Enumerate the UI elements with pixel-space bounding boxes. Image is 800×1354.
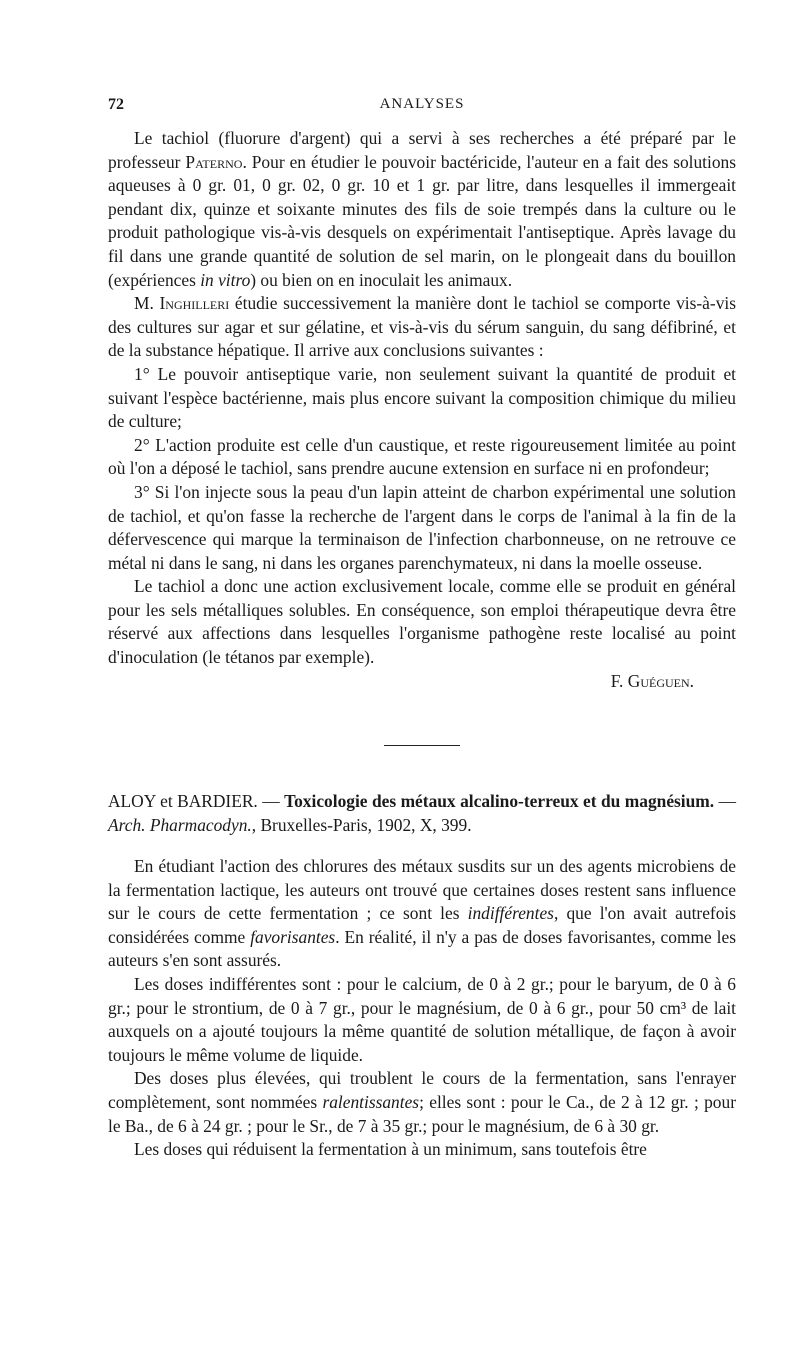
running-title: ANALYSES — [379, 96, 465, 112]
article-title: ALOY et BARDIER. — Toxicologie des métaux alcalino-terreux et du magnésium. — Arch. Pharmacodyn., Bruxelles-Paris, 1902, X, 399. — [108, 791, 736, 835]
paragraph: Le tachiol (fluorure d'argent) qui a servi à ses recherches a été préparé par le professeur Paterno. Pour en étudier le pouvoir bactéricide, l'auteur en a fait des solutions aqueuses à 0 gr. 01, 0 gr. 02, 0 gr. 10 et 1 gr. par litre, dans lesquelles il immergeait pendant dix, quinze et soixante minutes des fils de soie trempés dans la culture ou le produit pathologique vis-à-vis desquels on expérimentait l'antiseptique. Après lavage du fil dans une grande quantité de solution de sel marin, on le plongeait dans du bouillon (expériences in vitro) ou bien on en inoculait les animaux. — [108, 128, 737, 290]
article-tachiol — [108, 127, 736, 693]
signature: F. Guéguen. — [610, 670, 694, 691]
page-header — [108, 96, 736, 122]
article-authors: ALOY et BARDIER. — [108, 791, 258, 811]
conclusion-3: 3° Si l'on injecte sous la peau d'un lapin atteint de charbon expérimental une solution de tachiol, et qu'on fasse la recherche de l'argent dans le corps de l'animal à la fin de la défervescence qui marque la terminaison de l'infection charbonneuse, on ne retrouve ce métal ni dans le sang, ni dans les organes parenchymateux, ni dans la moelle osseuse. — [108, 481, 736, 573]
conclusion-1: 1° Le pouvoir antiseptique varie, non seulement suivant la quantité de produit et suivant l'espèce bactérienne, mais plus encore suivant la composition chimique du milieu de culture; — [108, 363, 736, 432]
section-divider — [384, 745, 460, 746]
author-name: Paterno — [185, 151, 243, 172]
paragraph: Des doses plus élevées, qui troublent le cours de la fermentation, sans l'enrayer complètement, sont nommées ralentissantes; elles sont : pour le Ca., de 2 à 12 gr. ; pour le Ba., de 6 à 24 gr. ; pour le Sr., de 7 à 35 gr.; pour le magnésium, de 6 à 30 gr. — [108, 1068, 736, 1136]
paragraph: Les doses indifférentes sont : pour le calcium, de 0 à 2 gr.; pour le baryum, de 0 à 6 gr.; pour le strontium, de 0 à 7 gr., pour le magnésium, de 0 à 6 gr., pour 50 cm³ de lait auxquels on a ajouté toujours la même quantité de solution métallique, de façon à avoir toujours le même volume de liquide. — [108, 973, 736, 1065]
paragraph: En étudiant l'action des chlorures des métaux susdits sur un des agents microbiens de la fermentation lactique, les auteurs ont trouvé que certaines doses restent sans influence sur le cours de cette fermentation ; ce sont les indifférentes, que l'on avait autrefois considérées comme favorisantes. En réalité, il n'y a pas de doses favorisantes, comme les auteurs s'en sont assurés. — [108, 856, 737, 971]
article-title-text: Toxicologie des métaux alcalino-terreux et du magnésium. — [284, 791, 715, 811]
paragraph: M. Inghilleri étudie successivement la manière dont le tachiol se comporte vis-à-vis des cultures sur agar et sur gélatine, et vis-à-vis du sérum sanguin, du sang défibriné, et de la substance hépatique. Il arrive aux conclusions suivantes : — [108, 293, 736, 361]
citation: , Bruxelles-Paris, 1902, X, 399. — [251, 814, 472, 835]
journal-name: Arch. Pharmacodyn. — [108, 814, 252, 835]
article-aloy-bardier — [108, 855, 736, 1162]
article-heading — [108, 790, 736, 837]
paragraph: Les doses qui réduisent la fermentation à un minimum, sans toutefois être — [134, 1139, 647, 1160]
paragraph: Le tachiol a donc une action exclusivement locale, comme elle se produit en général pour les sels métalliques solubles. En conséquence, son emploi thérapeutique devra être réservé aux affections dans lesquelles l'organisme pathogène reste localisé au point d'inoculation (le tétanos par exemple). — [108, 576, 736, 668]
conclusion-2: 2° L'action produite est celle d'un caustique, et reste rigoureusement limitée au point où l'on a déposé le tachiol, sans prendre aucune extension en surface ni en profondeur; — [108, 434, 736, 479]
author-name: Inghilleri — [159, 293, 230, 314]
page-number: 72 — [108, 96, 124, 113]
